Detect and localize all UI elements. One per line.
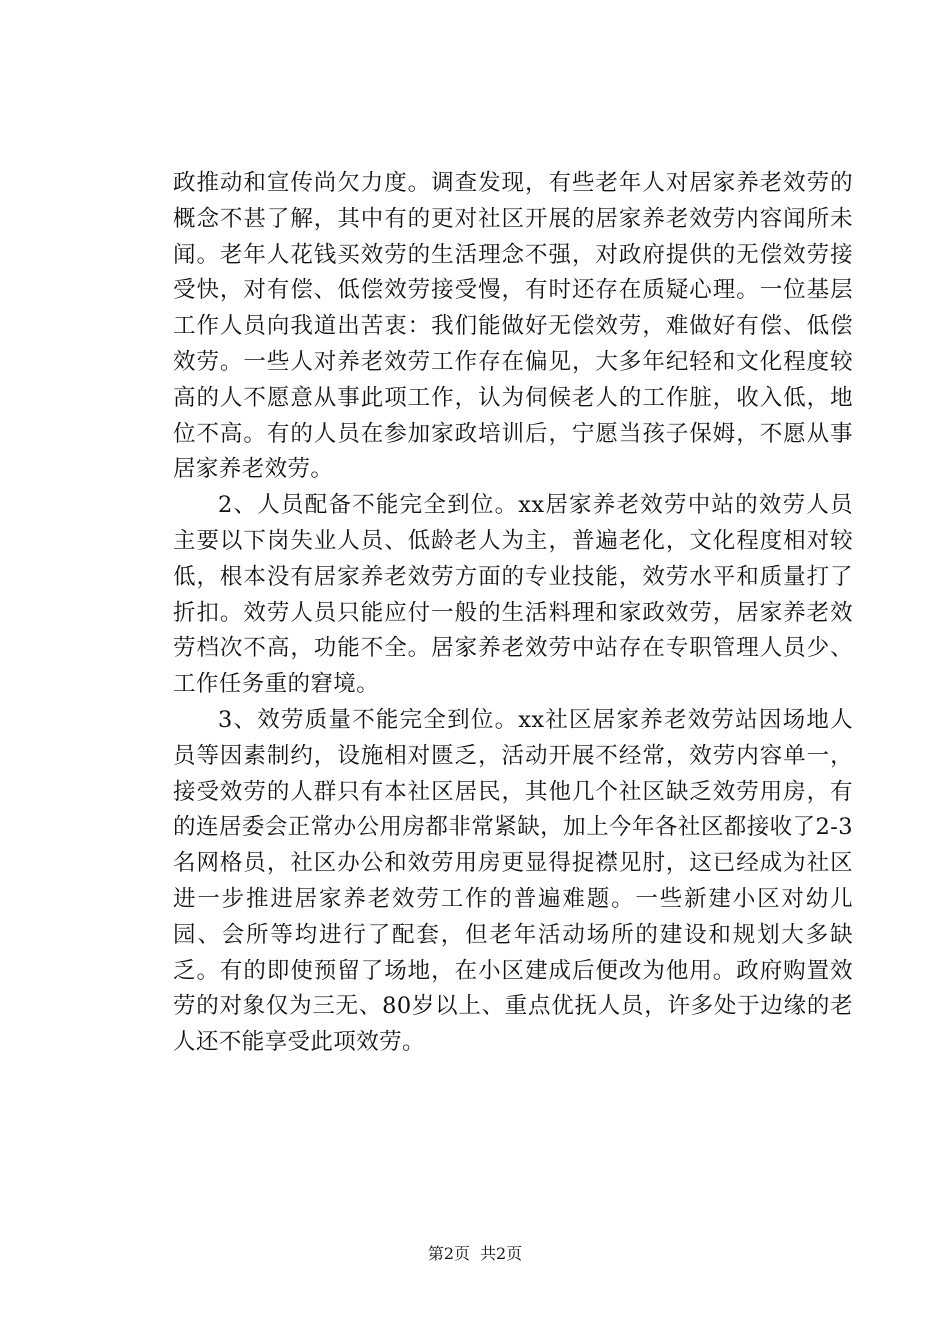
paragraph-2: 2、人员配备不能完全到位。xx居家养老效劳中站的效劳人员主要以下岗失业人员、低龄老人为主，普遍老化，文化程度相对较低，根本没有居家养老效劳方面的专业技能，效劳水平和质量打了折扣。效劳人员只能应付一般的生活料理和家政效劳，居家养老效劳档次不高，功能不全。居家养老效劳中站存在专职管理人员少、工作任务重的窘境。 bbox=[173, 492, 853, 698]
document-body bbox=[173, 166, 853, 1061]
paragraph-1: 政推动和宣传尚欠力度。调查发现，有些老年人对居家养老效劳的概念不甚了解，其中有的更对社区开展的居家养老效劳内容闻所未闻。老年人花钱买效劳的生活理念不强，对政府提供的无偿效劳接受快，对有偿、低偿效劳接受慢，有时还存在质疑心理。一位基层工作人员向我道出苦衷：我们能做好无偿效劳，难做好有偿、低偿效劳。一些人对养老效劳工作存在偏见，大多年纪轻和文化程度较高的人不愿意从事此项工作，认为伺候老人的工作脏，收入低，地位不高。有的人员在参加家政培训后，宁愿当孩子保姆，不愿从事居家养老效劳。 bbox=[173, 170, 853, 483]
paragraph-3: 3、效劳质量不能完全到位。xx社区居家养老效劳站因场地人员等因素制约，设施相对匮乏，活动开展不经常，效劳内容单一，接受效劳的人群只有本社区居民，其他几个社区缺乏效劳用房，有的连居委会正常办公用房都非常紧缺，加上今年各社区都接收了2-3名网格员，社区办公和效劳用房更显得捉襟见肘，这已经成为社区进一步推进居家养老效劳工作的普遍难题。一些新建小区对幼儿园、会所等均进行了配套，但老年活动场所的建设和规划大多缺乏。有的即使预留了场地，在小区建成后便改为他用。政府购置效劳的对象仅为三无、80岁以上、重点优抚人员，许多处于边缘的老人还不能享受此项效劳。 bbox=[173, 706, 853, 1056]
page-number-total: 共2页 bbox=[480, 1244, 523, 1263]
page-footer bbox=[0, 1244, 950, 1264]
page-number-current: 第2页 bbox=[427, 1244, 470, 1263]
